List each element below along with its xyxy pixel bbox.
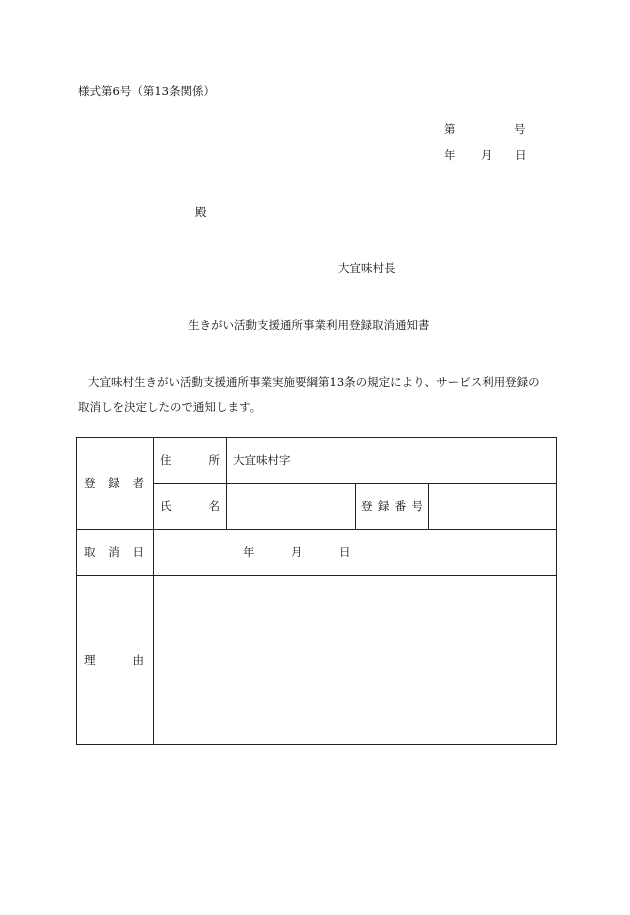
- document-title: 生きがい活動支援通所事業利用登録取消通知書: [188, 318, 430, 332]
- reason-label: 理 由: [84, 653, 144, 667]
- address-value[interactable]: 大宜味村字: [233, 453, 291, 467]
- issue-date-day: 日: [515, 148, 527, 162]
- issue-date-month: 月: [481, 148, 493, 162]
- issuer-name: 大宜味村長: [338, 261, 396, 275]
- table-divider: [226, 438, 227, 529]
- table-divider: [355, 483, 356, 529]
- document-number-suffix: 号: [514, 122, 526, 136]
- address-label: 住 所: [160, 453, 220, 467]
- registration-number-label: 登 録 番 号: [361, 499, 423, 513]
- cancel-date-year: 年: [243, 545, 255, 559]
- body-text-line-1: 大宜味村生きがい活動支援通所事業実施要綱第13条の規定により、サービス利用登録の: [88, 375, 540, 389]
- reason-value[interactable]: [161, 588, 551, 733]
- body-text-line-2: 取消しを決定したので通知します。: [78, 400, 262, 414]
- cancel-date-label: 取 消 日: [84, 545, 144, 559]
- name-value[interactable]: [233, 501, 351, 515]
- form-number: 様式第6号（第13条関係）: [78, 84, 215, 98]
- table-divider: [77, 575, 557, 576]
- registration-number-value[interactable]: [435, 501, 553, 515]
- name-label: 氏 名: [160, 499, 220, 513]
- table-divider: [77, 529, 557, 530]
- cancellation-table: [76, 437, 557, 745]
- registrant-label: 登 録 者: [84, 476, 144, 490]
- table-divider: [153, 438, 154, 744]
- document-number-prefix: 第: [444, 122, 456, 136]
- cancel-date-day: 日: [339, 545, 351, 559]
- addressee-honorific: 殿: [195, 205, 207, 219]
- issue-date-year: 年: [444, 148, 456, 162]
- cancel-date-month: 月: [291, 545, 303, 559]
- table-divider: [428, 483, 429, 529]
